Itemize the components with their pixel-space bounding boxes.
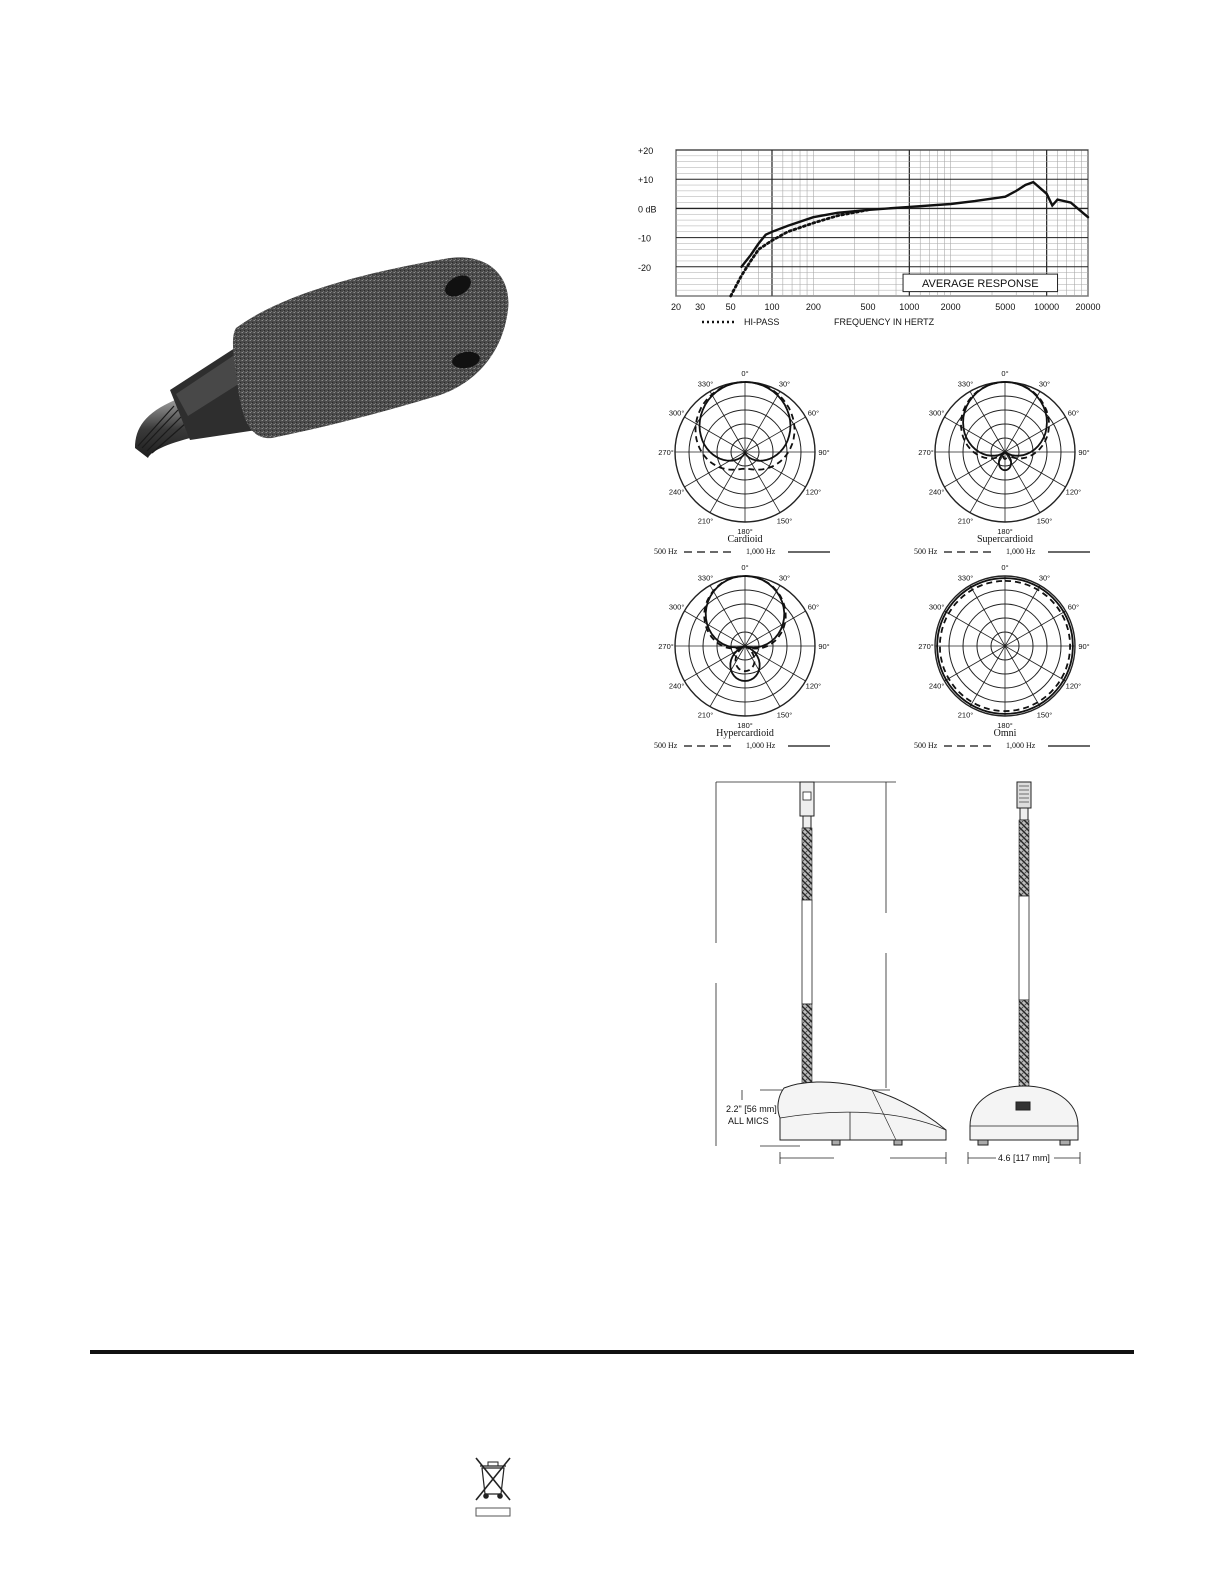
legend-1000hz-label: 1,000 Hz bbox=[746, 741, 776, 750]
y-tick-label: 0 dB bbox=[638, 204, 657, 215]
polar-angle-label: 90° bbox=[1078, 642, 1090, 651]
polar-angle-label: 300° bbox=[928, 602, 945, 612]
section-divider bbox=[90, 1350, 1134, 1354]
polar-angle-label: 180° bbox=[997, 527, 1013, 536]
polar-angle-label: 150° bbox=[776, 710, 793, 720]
legend-500hz-label: 500 Hz bbox=[914, 741, 938, 750]
legend-500hz-label: 500 Hz bbox=[654, 547, 678, 556]
polar-angle-label: 240° bbox=[928, 487, 945, 497]
polar-angle-label: 150° bbox=[1036, 710, 1053, 720]
base-height-note: ALL MICS bbox=[728, 1116, 769, 1126]
polar-angle-label: 0° bbox=[741, 369, 749, 378]
x-tick-label: 5000 bbox=[995, 302, 1016, 312]
polar-supercardioid bbox=[912, 366, 1098, 556]
y-tick-label: +20 bbox=[638, 146, 654, 156]
x-tick-label: 20000 bbox=[1075, 302, 1101, 312]
polar-angle-label: 60° bbox=[807, 602, 820, 612]
polar-angle-label: 60° bbox=[807, 408, 820, 418]
polar-angle-label: 0° bbox=[741, 563, 749, 572]
polar-angle-label: 210° bbox=[957, 516, 974, 526]
x-tick-label: 20 bbox=[670, 302, 682, 312]
base-width-label: 4.6 [117 mm] bbox=[998, 1153, 1050, 1163]
polar-angle-label: 330° bbox=[957, 379, 974, 389]
polar-angle-label: 90° bbox=[818, 448, 830, 457]
polar-angle-label: 120° bbox=[805, 681, 822, 691]
x-axis-title: FREQUENCY IN HERTZ bbox=[834, 317, 935, 327]
polar-angle-label: 90° bbox=[818, 642, 830, 651]
legend-500hz-label: 500 Hz bbox=[914, 547, 938, 556]
x-tick-label: 30 bbox=[695, 302, 706, 312]
polar-angle-label: 300° bbox=[668, 408, 685, 418]
polar-angle-label: 300° bbox=[668, 602, 685, 612]
polar-pattern-name: Cardioid bbox=[727, 534, 763, 545]
polar-angle-label: 240° bbox=[668, 487, 685, 497]
polar-omni bbox=[912, 560, 1098, 750]
x-tick-label: 50 bbox=[725, 302, 736, 312]
polar-angle-label: 30° bbox=[1038, 379, 1051, 389]
polar-angle-label: 30° bbox=[1038, 573, 1051, 583]
polar-angle-label: 270° bbox=[918, 642, 934, 651]
polar-angle-label: 90° bbox=[1078, 448, 1090, 457]
front-view bbox=[968, 782, 1080, 1164]
polar-angle-label: 210° bbox=[957, 710, 974, 720]
polar-pattern-name: Hypercardioid bbox=[716, 728, 774, 739]
polar-angle-label: 270° bbox=[658, 642, 674, 651]
legend-1000hz-label: 1,000 Hz bbox=[1006, 741, 1036, 750]
polar-angle-label: 30° bbox=[778, 379, 791, 389]
x-tick-label: 500 bbox=[860, 302, 876, 312]
y-tick-label: -20 bbox=[638, 262, 652, 273]
frequency-response-chart bbox=[636, 140, 1106, 338]
x-tick-label: 1000 bbox=[899, 302, 920, 312]
polar-angle-label: 330° bbox=[957, 573, 974, 583]
polar-angle-label: 150° bbox=[776, 516, 793, 526]
polar-angle-label: 240° bbox=[668, 681, 685, 691]
polar-angle-label: 240° bbox=[928, 681, 945, 691]
polar-angle-label: 270° bbox=[658, 448, 674, 457]
polar-pattern-name: Omni bbox=[993, 728, 1017, 739]
x-tick-label: 10000 bbox=[1034, 302, 1060, 312]
average-response-label: AVERAGE RESPONSE bbox=[922, 278, 1039, 291]
polar-angle-label: 330° bbox=[697, 379, 714, 389]
polar-angle-label: 0° bbox=[1001, 563, 1009, 572]
weee-disposal-icon bbox=[470, 1456, 516, 1520]
polar-angle-label: 120° bbox=[1065, 487, 1082, 497]
polar-angle-label: 120° bbox=[1065, 681, 1082, 691]
y-tick-label: +10 bbox=[638, 175, 654, 186]
polar-angle-label: 210° bbox=[697, 516, 714, 526]
legend-1000hz-label: 1,000 Hz bbox=[746, 547, 776, 556]
polar-pattern-name: Supercardioid bbox=[976, 534, 1034, 545]
x-tick-label: 100 bbox=[764, 302, 780, 312]
hi-pass-legend-label: HI-PASS bbox=[744, 317, 780, 327]
legend-1000hz-label: 1,000 Hz bbox=[1006, 547, 1036, 556]
base-height-label: 2.2" [56 mm] bbox=[726, 1104, 777, 1114]
polar-angle-label: 270° bbox=[918, 448, 934, 457]
polar-angle-label: 30° bbox=[778, 573, 791, 583]
polar-cardioid bbox=[652, 366, 838, 556]
polar-angle-label: 300° bbox=[928, 408, 945, 418]
polar-angle-label: 180° bbox=[737, 721, 753, 730]
polar-angle-label: 120° bbox=[805, 487, 822, 497]
polar-angle-label: 330° bbox=[697, 573, 714, 583]
y-tick-label: -10 bbox=[638, 233, 652, 244]
microphone-photo bbox=[130, 248, 530, 458]
x-tick-label: 200 bbox=[805, 302, 821, 312]
polar-angle-label: 150° bbox=[1036, 516, 1053, 526]
polar-angle-label: 0° bbox=[1001, 369, 1009, 378]
polar-hypercardioid bbox=[652, 560, 838, 750]
polar-angle-label: 210° bbox=[697, 710, 714, 720]
polar-angle-label: 60° bbox=[1067, 602, 1080, 612]
x-tick-label: 2000 bbox=[940, 302, 961, 312]
polar-angle-label: 60° bbox=[1067, 408, 1080, 418]
dimension-drawing bbox=[700, 778, 1120, 1180]
polar-angle-label: 180° bbox=[737, 527, 753, 536]
polar-angle-label: 180° bbox=[997, 721, 1013, 730]
legend-500hz-label: 500 Hz bbox=[654, 741, 678, 750]
